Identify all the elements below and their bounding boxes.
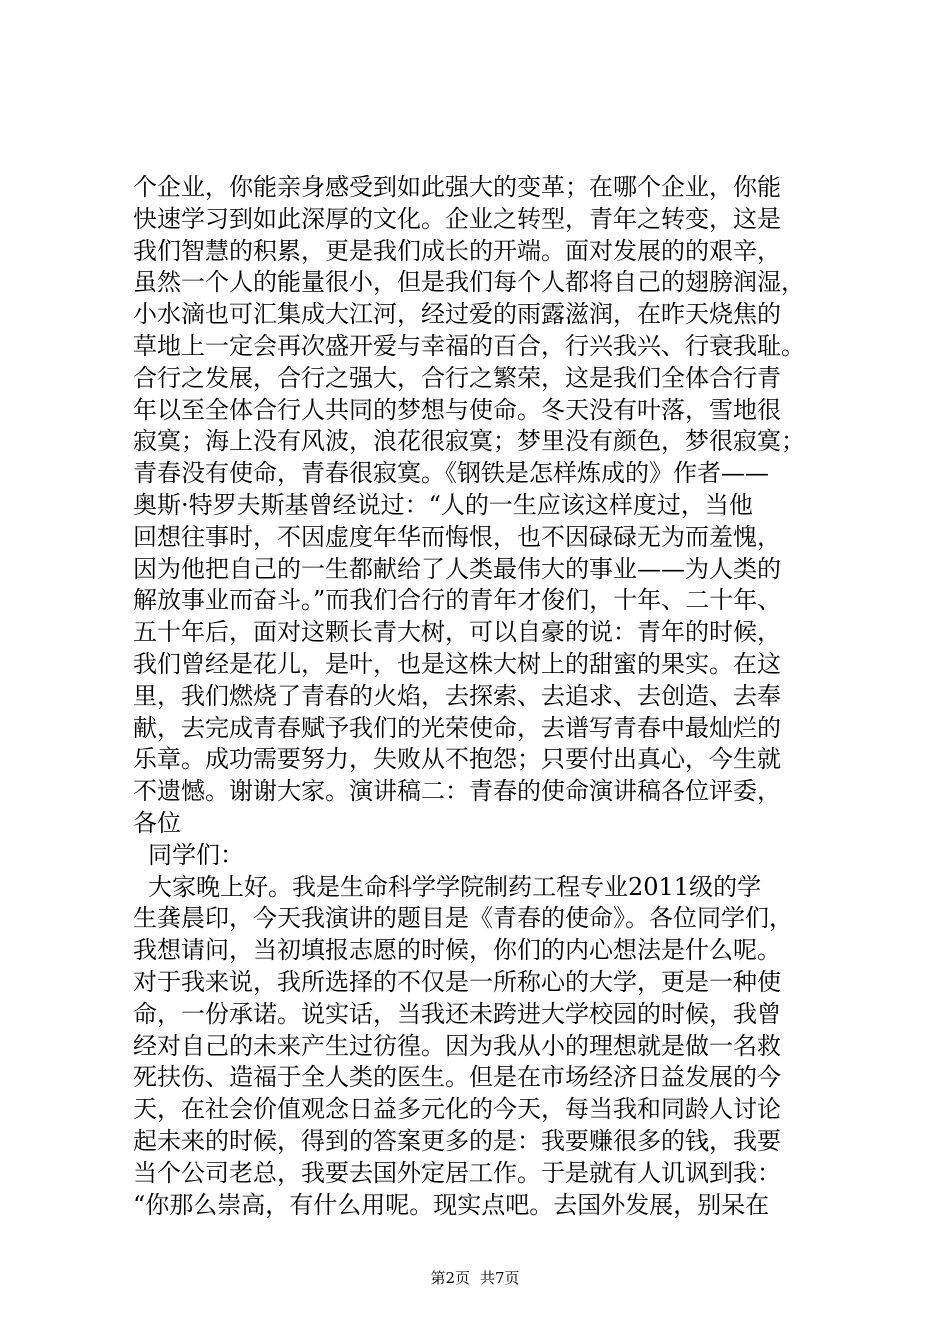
text-line: 个企业，你能亲身感受到如此强大的变革；在哪个企业，你能 xyxy=(133,173,781,201)
text-line: 对于我来说，我所选择的不仅是一所称心的大学，更是一种使 xyxy=(133,967,781,996)
text-line: 生龚晨印，今天我演讲的题目是《青春的使命》。各位同学们， xyxy=(133,904,793,933)
text-line: 我想请问，当初填报志愿的时候，你们的内心想法是什么呢。 xyxy=(133,936,781,965)
text-line: 年以至全体合行人共同的梦想与使命。冬天没有叶落，雪地很 xyxy=(133,395,781,424)
text-line: 起未来的时候，得到的答案更多的是：我要赚很多的钱，我要 xyxy=(133,1126,781,1155)
page-footer xyxy=(0,1268,950,1288)
text-line: 里，我们燃烧了青春的火焰，去探索、去追求、去创造、去奉 xyxy=(133,681,781,710)
paragraph-first-line: 大家晚上好。我是生命科学学院制药工程专业2011级的学 xyxy=(148,872,762,901)
text-line: 经对自己的未来产生过彷徨。因为我从小的理想就是做一名救 xyxy=(133,1031,781,1060)
page-number-total: 共7页 xyxy=(480,1269,520,1287)
salutation-line: 同学们： xyxy=(148,840,244,869)
text-line: 我们智慧的积累，更是我们成长的开端。面对发展的的艰辛， xyxy=(133,236,781,265)
text-line: 献，去完成青春赋予我们的光荣使命，去谱写青春中最灿烂的 xyxy=(133,713,781,742)
text-line: 快速学习到如此深厚的文化。企业之转型，青年之转变，这是 xyxy=(133,204,781,233)
body-text xyxy=(133,172,833,1221)
text-line: 当个公司老总，我要去国外定居工作。于是就有人讥讽到我： xyxy=(133,1158,781,1187)
text-line: 各位 xyxy=(133,808,181,837)
text-line: 命，一份承诺。说实话，当我还未跨进大学校园的时候，我曾 xyxy=(133,999,781,1028)
text-line: 青春没有使命，青春很寂寞。《钢铁是怎样炼成的》作者—— xyxy=(133,459,769,488)
text-line: 寂寞；海上没有风波，浪花很寂寞；梦里没有颜色，梦很寂寞； xyxy=(133,427,805,456)
text-line: 合行之发展，合行之强大，合行之繁荣，这是我们全体合行青 xyxy=(133,363,781,392)
text-line: 不遗憾。谢谢大家。演讲稿二：青春的使命演讲稿各位评委， xyxy=(133,777,781,806)
text-line: 天，在社会价值观念日益多元化的今天，每当我和同龄人讨论 xyxy=(133,1095,781,1124)
text-line: 草地上一定会再次盛开爱与幸福的百合，行兴我兴、行衰我耻。 xyxy=(133,331,805,360)
text-line: 死扶伤、造福于全人类的医生。但是在市场经济日益发展的今 xyxy=(133,1063,781,1092)
text-line: 五十年后，面对这颗长青大树，可以自豪的说：青年的时候， xyxy=(133,618,781,647)
text-line: 因为他把自己的一生都献给了人类最伟大的事业——为人类的 xyxy=(133,554,781,583)
text-line: 解放事业而奋斗。”而我们合行的青年才俊们，十年、二十年、 xyxy=(133,586,782,615)
text-line: 小水滴也可汇集成大江河，经过爱的雨露滋润，在昨天烧焦的 xyxy=(133,300,781,329)
text-line: 回想往事时，不因虚度年华而悔恨，也不因碌碌无为而羞愧， xyxy=(133,522,781,551)
text-line: “你那么崇高，有什么用呢。现实点吧。去国外发展，别呆在 xyxy=(133,1190,770,1219)
page-number-current: 第2页 xyxy=(430,1269,470,1287)
text-line: 奥斯·特罗夫斯基曾经说过：“人的一生应该这样度过，当他 xyxy=(133,490,753,519)
text-line: 乐章。成功需要努力，失败从不抱怨；只要付出真心，今生就 xyxy=(133,745,781,774)
text-line: 我们曾经是花儿，是叶，也是这株大树上的甜蜜的果实。在这 xyxy=(133,649,781,678)
text-line: 虽然一个人的能量很小，但是我们每个人都将自己的翅膀润湿， xyxy=(133,268,805,297)
